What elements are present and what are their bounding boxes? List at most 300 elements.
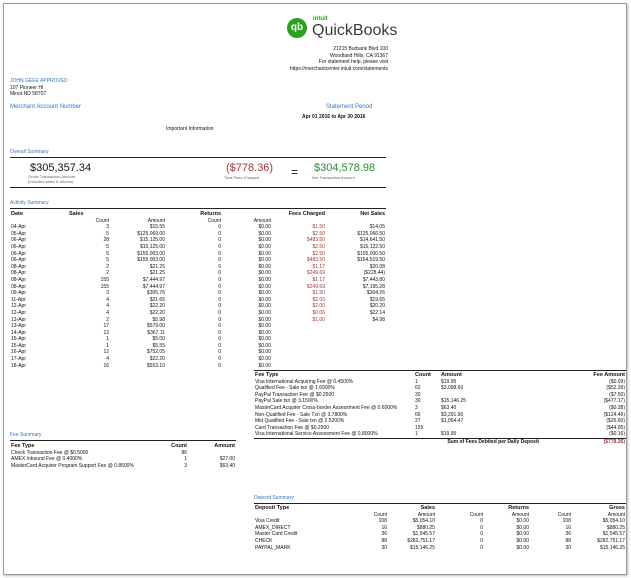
merchant-info <box>10 78 68 98</box>
table-cell: Amount <box>417 511 435 518</box>
table-cell: $155,000.50 <box>357 250 385 257</box>
table-cell: Sum of Fees Debited per Daily Deposit <box>447 438 539 445</box>
table-cell: 08-Apr <box>11 270 27 277</box>
table-cell: $15,146.25 <box>409 544 435 551</box>
table-cell: CHECK <box>255 537 273 544</box>
table-subheader-row <box>254 512 626 519</box>
table-cell: $483.50 <box>306 237 325 244</box>
table-cell: 12-Apr <box>11 309 27 316</box>
table-cell: ($26.60) <box>606 418 625 425</box>
table-cell: 36 <box>565 531 571 538</box>
table-cell: ($228.44) <box>363 270 385 277</box>
table-cell: 36 <box>381 531 387 538</box>
fee-total-row <box>254 438 626 445</box>
table-cell: $1.00 <box>312 316 325 323</box>
table-cell: 0 <box>218 316 221 323</box>
table-cell: Date <box>11 211 23 217</box>
table-cell: 17 <box>103 323 109 330</box>
table-row <box>254 412 626 419</box>
table-row <box>10 303 386 310</box>
table-cell: 1 <box>106 336 109 343</box>
table-cell: Gross <box>609 505 625 511</box>
table-cell: Returns <box>508 505 529 511</box>
table-cell <box>530 505 572 512</box>
table-cell: 5 <box>106 250 109 257</box>
table-cell: 66 <box>415 411 421 418</box>
important-information: Important Information <box>166 126 214 132</box>
table-cell: AMEX Inbound Fee @ 0.4000% <box>11 456 83 463</box>
table-cell: 0 <box>218 329 221 336</box>
table-cell: $579.00 <box>146 323 165 330</box>
table-cell <box>326 356 386 363</box>
table-cell: $1.17 <box>312 276 325 283</box>
table-cell: 88 <box>381 537 387 544</box>
table-cell: $27.00 <box>219 456 235 463</box>
fee-summary-table <box>10 443 236 469</box>
table-cell: $22.20 <box>149 309 165 316</box>
merchant-address-line: 107 Pioneer Hl <box>10 84 44 91</box>
table-cell: ($7.50) <box>609 391 625 398</box>
table-cell: $15,146.25 <box>441 398 467 405</box>
table-cell: Visa International Acquiring Fee @ 0.4500% <box>255 378 354 385</box>
table-cell <box>326 363 386 370</box>
table-cell: Card Transaction Fee @ $0.2900 <box>255 424 330 431</box>
table-cell: 28 <box>103 237 109 244</box>
table-row <box>10 244 386 251</box>
table-cell: 06-Apr <box>11 257 27 264</box>
table-row <box>10 363 386 370</box>
table-cell: 05-Apr <box>11 230 27 237</box>
table-cell <box>326 330 386 337</box>
table-cell: 0 <box>218 270 221 277</box>
table-row <box>10 317 386 324</box>
table-cell <box>272 343 326 350</box>
table-cell: ($477.17) <box>603 398 625 405</box>
gross-label: Gross Transaction Amount (Includes sales & returns) <box>28 174 76 184</box>
table-row <box>10 237 386 244</box>
table-cell: Fee Amount <box>593 372 625 378</box>
table-cell: $0.00 <box>258 243 271 250</box>
merchant-name: JOHN GEEE APPROVED <box>10 78 68 84</box>
table-cell: $0.00 <box>258 257 271 264</box>
table-cell: $0.00 <box>258 309 271 316</box>
fee-summary-title: Fee Summary <box>10 432 42 438</box>
table-cell: $282,751.17 <box>407 537 435 544</box>
quickbooks-logo-icon: qb <box>287 18 307 38</box>
table-cell: ($0.16) <box>609 431 625 438</box>
table-cell: $367.11 <box>147 329 165 336</box>
table-cell: 155 <box>100 283 109 290</box>
table-cell: $0.00 <box>516 524 529 531</box>
table-cell: 0 <box>218 290 221 297</box>
table-cell: $2.00 <box>312 296 325 303</box>
table-cell: 0 <box>480 531 483 538</box>
table-cell: $0.00 <box>258 263 271 270</box>
table-header-row <box>10 211 386 218</box>
table-cell: $20.20 <box>369 303 385 310</box>
table-cell <box>272 356 326 363</box>
table-cell <box>272 323 326 330</box>
table-cell: 09-Apr <box>11 290 27 297</box>
table-cell: 2 <box>106 270 109 277</box>
table-cell: $5,054.10 <box>412 518 435 525</box>
table-cell: $15.55 <box>149 224 165 231</box>
table-cell: $3,098.60 <box>441 385 464 392</box>
net-amount: $304,578.98 <box>314 162 376 174</box>
table-cell: 16 <box>565 524 571 531</box>
table-cell: $22.14 <box>369 309 385 316</box>
table-cell: 30 <box>415 398 421 405</box>
table-cell: Amount <box>441 372 462 378</box>
table-cell: PAYPAL_MARK <box>255 544 291 551</box>
table-cell: 5 <box>106 230 109 237</box>
table-cell: $15,125.00 <box>139 237 165 244</box>
table-cell: $0.00 <box>516 518 529 525</box>
table-cell: $2.50 <box>312 230 325 237</box>
table-cell <box>436 505 484 512</box>
statement-period-value: Apr 01 2016 to Apr 30 2016 <box>302 114 366 120</box>
table-cell: 12-Apr <box>11 303 27 310</box>
table-cell: $0.00 <box>258 329 271 336</box>
table-cell <box>414 438 440 445</box>
table-row <box>10 343 386 350</box>
table-cell: 0 <box>218 257 221 264</box>
table-row <box>10 270 386 277</box>
table-cell: ($0.09) <box>609 378 625 385</box>
table-cell: MasterCard Acquirer Cross-border Assessment Fee @ 0.6000% <box>255 404 398 411</box>
table-cell: Fee Type <box>255 372 279 378</box>
table-cell: 1 <box>106 342 109 349</box>
table-cell: 0 <box>218 309 221 316</box>
table-cell: 08-Apr <box>11 283 27 290</box>
table-cell: $249.69 <box>306 270 325 277</box>
table-cell: $0.00 <box>258 270 271 277</box>
table-cell: $1,054.47 <box>441 418 464 425</box>
table-cell: $0.00 <box>516 531 529 538</box>
table-cell: $5.55 <box>152 342 165 349</box>
table-cell: $0.00 <box>258 362 271 369</box>
table-cell: 0 <box>218 237 221 244</box>
table-cell: 15-Apr <box>11 342 27 349</box>
table-cell <box>272 336 326 343</box>
deposit-summary-title: Deposit Summary <box>254 495 294 501</box>
table-cell: 0 <box>480 524 483 531</box>
table-cell: $0.00 <box>258 250 271 257</box>
table-cell: 13-Apr <box>11 316 27 323</box>
table-cell: 11-Apr <box>11 296 26 303</box>
table-cell: 0 <box>218 283 221 290</box>
table-cell: $249.69 <box>306 283 325 290</box>
table-cell: 0 <box>218 224 221 231</box>
table-cell: 0 <box>218 349 221 356</box>
table-cell: ($0.38) <box>609 404 625 411</box>
table-cell: $483.50 <box>306 257 325 264</box>
table-cell: $880.25 <box>416 524 435 531</box>
table-cell: 12 <box>103 349 109 356</box>
table-cell: 1 <box>415 378 418 385</box>
table-cell: $15,122.50 <box>359 243 385 250</box>
table-cell: $14,641.50 <box>359 237 385 244</box>
table-cell: $2.00 <box>312 303 325 310</box>
table-header-row <box>10 443 236 450</box>
table-cell: Visa International Service Assessment Fee @ 0.8000% <box>255 431 378 438</box>
table-cell: 13-Apr <box>11 323 27 330</box>
table-cell: 155 <box>415 424 424 431</box>
table-cell <box>10 218 68 225</box>
table-cell: Amount <box>511 511 529 518</box>
equals-sign: = <box>291 165 299 179</box>
table-cell: 15-Apr <box>11 336 27 343</box>
table-row <box>254 425 626 432</box>
table-cell: 0 <box>218 362 221 369</box>
table-cell: 16 <box>381 524 387 531</box>
table-cell: $155,003.00 <box>137 250 165 257</box>
table-cell: $0.06 <box>312 309 325 316</box>
table-cell: 5 <box>106 257 109 264</box>
table-cell <box>340 505 388 512</box>
intuit-wordmark: intuit <box>313 16 328 22</box>
table-cell <box>440 392 540 399</box>
table-subheader-row <box>10 218 386 225</box>
table-cell: $1.50 <box>312 224 325 231</box>
overall-summary-title: Overall Summary <box>10 149 49 155</box>
table-cell: 08-Apr <box>11 276 27 283</box>
table-cell: Count <box>207 217 221 224</box>
table-cell: $880.25 <box>606 524 625 531</box>
table-row <box>10 290 386 297</box>
table-cell <box>272 349 326 356</box>
table-cell: $0.00 <box>258 303 271 310</box>
table-cell: $752.05 <box>146 349 165 356</box>
table-cell <box>272 218 326 225</box>
table-cell: 0 <box>218 356 221 363</box>
table-cell: $1,545.57 <box>602 531 625 538</box>
table-row <box>10 277 386 284</box>
table-cell <box>326 323 386 330</box>
table-cell: $4.98 <box>372 316 385 323</box>
table-cell <box>254 512 340 519</box>
table-cell: $1,545.57 <box>412 531 435 538</box>
table-cell: 155 <box>100 276 109 283</box>
table-cell: ($778.36) <box>603 438 625 445</box>
table-row <box>10 297 386 304</box>
statement-period-label: Statement Period <box>326 104 373 110</box>
table-cell: Net Sales <box>360 211 385 217</box>
table-row <box>10 356 386 363</box>
table-row <box>254 525 626 532</box>
table-row <box>254 531 626 538</box>
table-cell: 14-Apr <box>11 329 27 336</box>
table-cell: Count <box>373 511 387 518</box>
table-cell: 3 <box>184 462 187 469</box>
table-cell: Amount <box>607 511 625 518</box>
statements-link[interactable]: https://merchantcenter.intuit.com/statements <box>289 65 388 72</box>
table-cell: 13 <box>103 329 109 336</box>
table-cell: AMEX_DIRECT <box>255 524 291 531</box>
table-cell: 88 <box>565 537 571 544</box>
table-cell: $7,444.97 <box>142 283 165 290</box>
table-cell: $0.00 <box>258 276 271 283</box>
table-header-row <box>254 505 626 512</box>
total-fees: ($778.36) <box>226 162 274 174</box>
table-cell: $282,751.17 <box>597 537 625 544</box>
table-cell: Returns <box>200 211 221 217</box>
table-cell: $0.00 <box>258 296 271 303</box>
table-row <box>254 431 626 438</box>
table-cell: $155,003.00 <box>137 257 165 264</box>
net-label: Net Transaction Amount <box>312 175 355 180</box>
table-row <box>254 418 626 425</box>
table-cell <box>272 363 326 370</box>
table-cell: 30 <box>381 544 387 551</box>
company-address <box>228 46 388 72</box>
table-cell <box>254 438 414 445</box>
table-cell: 0 <box>218 263 221 270</box>
table-cell: 3 <box>106 290 109 297</box>
table-cell: $19.95 <box>441 431 457 438</box>
table-cell: 06-Apr <box>11 237 27 244</box>
table-cell <box>326 336 386 343</box>
table-row <box>10 257 386 264</box>
table-cell: $0.00 <box>258 342 271 349</box>
table-row <box>10 450 236 457</box>
table-cell: 3 <box>106 224 109 231</box>
table-cell: $0.00 <box>258 316 271 323</box>
table-cell: 0 <box>218 296 221 303</box>
table-cell: $0.00 <box>258 349 271 356</box>
table-cell: Visa Credit <box>255 518 280 525</box>
table-cell: $15,125.00 <box>139 243 165 250</box>
table-cell: ($52.39) <box>606 385 625 392</box>
table-cell <box>188 450 236 457</box>
table-cell: $21.25 <box>149 263 165 270</box>
table-cell: 04-Apr <box>11 224 27 231</box>
table-row <box>254 398 626 405</box>
activity-summary-title: Activity Summary <box>10 200 49 206</box>
table-cell: 0 <box>218 323 221 330</box>
table-cell: $7,195.28 <box>362 283 385 290</box>
table-cell: Deposit Type <box>255 505 290 511</box>
table-cell: 108 <box>378 518 387 525</box>
table-row <box>10 336 386 343</box>
table-row <box>10 251 386 258</box>
table-row <box>10 456 236 463</box>
table-header-row <box>254 372 626 379</box>
activity-summary-table <box>10 211 386 369</box>
table-cell: Amount <box>214 443 235 449</box>
table-cell: $0.00 <box>258 230 271 237</box>
table-cell <box>326 349 386 356</box>
table-cell: 62 <box>415 385 421 392</box>
table-cell: $22.20 <box>149 356 165 363</box>
table-cell: $14.05 <box>369 224 385 231</box>
table-cell: $0.00 <box>258 224 271 231</box>
total-fees-label: Total Fees Charged <box>224 175 259 180</box>
table-cell: Count <box>557 511 571 518</box>
table-cell: 16-Apr <box>11 349 27 356</box>
table-row <box>10 224 386 231</box>
table-cell: 0 <box>480 518 483 525</box>
table-row <box>10 463 236 470</box>
table-cell: 3 <box>415 404 418 411</box>
table-cell: $553.10 <box>146 362 165 369</box>
table-cell: $0.00 <box>258 356 271 363</box>
table-cell: Count <box>95 217 109 224</box>
table-cell: $2.50 <box>312 250 325 257</box>
table-cell: 4 <box>106 309 109 316</box>
table-cell: 06-Apr <box>11 250 27 257</box>
table-cell: 0 <box>218 250 221 257</box>
table-cell <box>272 330 326 337</box>
table-cell: Count <box>469 511 483 518</box>
table-row <box>10 349 386 356</box>
address-line: Woodland Hills, CA 91367 <box>330 52 388 59</box>
table-row <box>254 405 626 412</box>
merchant-account-number-label: Merchant Account Number <box>10 104 82 110</box>
table-cell: 0 <box>480 537 483 544</box>
table-cell: Sales <box>69 211 84 217</box>
table-row <box>10 284 386 291</box>
table-cell: 18-Apr <box>11 362 27 369</box>
table-cell: 1 <box>184 456 187 463</box>
table-cell: $5.00 <box>152 336 165 343</box>
table-cell: 0 <box>218 303 221 310</box>
table-cell: $0.00 <box>516 537 529 544</box>
table-cell: 2 <box>106 263 109 270</box>
table-cell: $20.08 <box>369 263 385 270</box>
table-row <box>10 323 386 330</box>
table-cell: Fees Charged <box>288 211 325 217</box>
table-cell: $2.50 <box>312 243 325 250</box>
statement-page <box>3 3 627 575</box>
table-cell: Amount <box>147 217 165 224</box>
table-row <box>254 518 626 525</box>
merchant-address-line: Minot ND 58707 <box>10 91 47 98</box>
table-cell: $1.17 <box>312 263 325 270</box>
table-cell: 108 <box>562 518 571 525</box>
table-cell: Check Transaction Fee @ $0.5000 <box>11 449 89 456</box>
table-cell: $125,066.50 <box>357 230 385 237</box>
table-cell: 4 <box>106 296 109 303</box>
table-cell: 4 <box>106 356 109 363</box>
table-row <box>10 264 386 271</box>
table-row <box>10 310 386 317</box>
table-cell <box>326 218 386 225</box>
table-cell: $0.00 <box>258 283 271 290</box>
table-cell: $63.40 <box>219 462 235 469</box>
table-cell: 30 <box>565 544 571 551</box>
table-cell: $19.95 <box>441 378 457 385</box>
address-line: For statement help, please visit <box>318 59 388 66</box>
table-cell: 08-Apr <box>11 263 27 270</box>
table-cell: PayPal Sale txn @ 3.1500% <box>255 398 318 405</box>
table-cell: $125,069.00 <box>137 230 165 237</box>
table-cell: $0.00 <box>258 290 271 297</box>
table-cell: Count <box>171 443 187 449</box>
table-row <box>254 385 626 392</box>
table-cell: ($44.95) <box>606 424 625 431</box>
table-cell: $19.65 <box>369 296 385 303</box>
address-line: 21215 Burbank Blvd 100 <box>333 46 388 52</box>
table-cell: 0 <box>218 342 221 349</box>
table-cell: $305.76 <box>146 290 165 297</box>
table-cell: 30 <box>415 391 421 398</box>
table-cell: Master Card Credit <box>255 531 298 538</box>
table-row <box>254 392 626 399</box>
table-cell: 27 <box>415 418 421 425</box>
table-cell: 4 <box>106 303 109 310</box>
table-cell: 86 <box>181 449 187 456</box>
